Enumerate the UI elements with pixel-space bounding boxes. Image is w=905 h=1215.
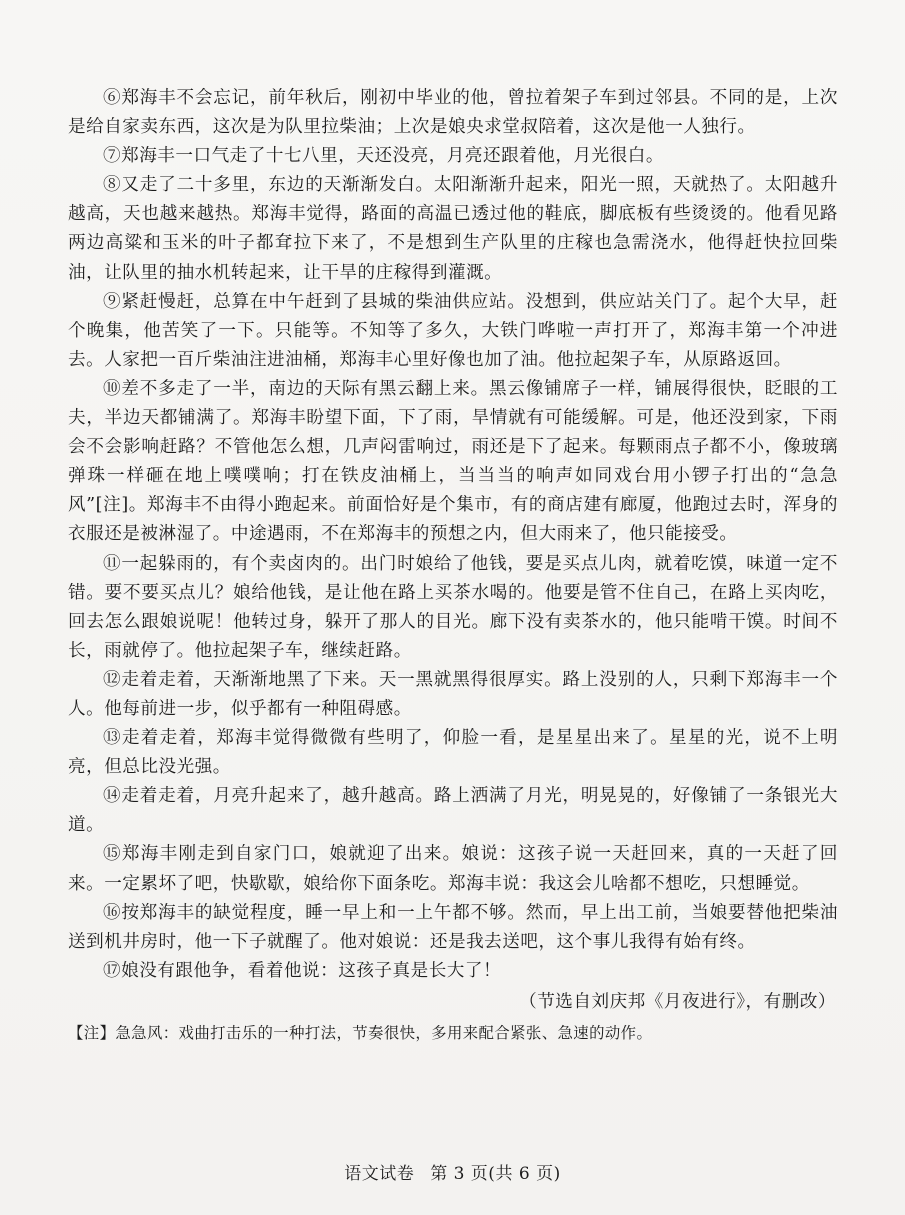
- paragraph-17: ⑰娘没有跟他争，看着他说：这孩子真是长大了！: [103, 960, 502, 981]
- footnote: 【注】急急风：戏曲打击乐的一种打法，节奏很快，多用来配合紧张、急速的动作。: [68, 1023, 653, 1042]
- paragraph-9: ⑨紧赶慢赶，总算在中午赶到了县城的柴油供应站。没想到，供应站关门了。起个大早，赶个晚集，他苦笑了一下。只能等。不知等了多久，大铁门哗啦一声打开了，郑海丰第一个冲进去。人家把一百斤柴油注进油桶，郑海丰心里好像也加了油。他拉起架子车，从原路返回。: [68, 291, 838, 370]
- reading-passage: [68, 84, 838, 1047]
- paragraph-15: ⑮郑海丰刚走到自家门口，娘就迎了出来。娘说：这孩子说一天赶回来，真的一天赶了回来。一定累坏了吧，快歇歇，娘给你下面条吃。郑海丰说：我这会儿啥都不想吃，只想睡觉。: [68, 844, 838, 894]
- footer-subject: 语文试卷: [344, 1164, 415, 1184]
- paragraph-13: ⑬走着走着，郑海丰觉得微微有些明了，仰脸一看，是星星出来了。星星的光，说不上明亮，但总比没光强。: [68, 728, 838, 778]
- footer-page-number: 第 3 页(共 6 页): [430, 1164, 561, 1184]
- paragraph-7: ⑦郑海丰一口气走了十七八里，天还没亮，月亮还跟着他，月光很白。: [103, 146, 664, 167]
- paragraph-14: ⑭走着走着，月亮升起来了，越升越高。路上洒满了月光，明晃晃的，好像铺了一条银光大道。: [68, 786, 838, 836]
- paragraph-6: ⑥郑海丰不会忘记，前年秋后，刚初中毕业的他，曾拉着架子车到过邻县。不同的是，上次是给自家卖东西，这次是为队里拉柴油；上次是娘央求堂叔陪着，这次是他一人独行。: [68, 88, 838, 138]
- paragraph-12: ⑫走着走着，天渐渐地黑了下来。天一黑就黑得很厚实。路上没别的人，只剩下郑海丰一个人。他每前进一步，似乎都有一种阻碍感。: [68, 669, 838, 719]
- paragraph-8: ⑧又走了二十多里，东边的天渐渐发白。太阳渐渐升起来，阳光一照，天就热了。太阳越升越高，天也越来越热。郑海丰觉得，路面的高温已透过他的鞋底，脚底板有些烫烫的。他看见路两边高粱和玉米的叶子都耷拉下来了，不是想到生产队里的庄稼也急需浇水，他得赶快拉回柴油，让队里的抽水机转起来，让干旱的庄稼得到灌溉。: [68, 175, 838, 283]
- page-footer: [0, 1162, 905, 1186]
- paragraph-16: ⑯按郑海丰的缺觉程度，睡一早上和一上午都不够。然而，早上出工前，当娘要替他把柴油送到机井房时，他一下子就醒了。他对娘说：还是我去送吧，这个事儿我得有始有终。: [68, 902, 838, 952]
- source-citation: （节选自刘庆邦《月夜进行》，有删改）: [519, 991, 836, 1012]
- paragraph-11: ⑪一起躲雨的，有个卖卤肉的。出门时娘给了他钱，要是买点儿肉，就着吃馍，味道一定不错。要不要买点儿？娘给他钱，是让他在路上买茶水喝的。他要是管不住自己，在路上买肉吃，回去怎么跟娘说呢！他转过身，躲开了那人的目光。廊下没有卖茶水的，他只能啃干馍。时间不长，雨就停了。他拉起架子车，继续赶路。: [68, 553, 838, 661]
- paragraph-10: ⑩差不多走了一半，南边的天际有黑云翻上来。黑云像铺席子一样，铺展得很快，眨眼的工夫，半边天都铺满了。郑海丰盼望下面，下了雨，旱情就有可能缓解。可是，他还没到家，下雨会不会影响赶路？不管他怎么想，几声闷雷响过，雨还是下了起来。每颗雨点子都不小，像玻璃弹珠一样砸在地上噗噗响；打在铁皮油桶上，当当当的响声如同戏台用小锣子打出的“急急风”[注]。郑海丰不由得小跑起来。前面恰好是个集市，有的商店建有廊厦，他跑过去时，浑身的衣服还是被淋湿了。中途遇雨，不在郑海丰的预想之内，但大雨来了，他只能接受。: [68, 378, 838, 545]
